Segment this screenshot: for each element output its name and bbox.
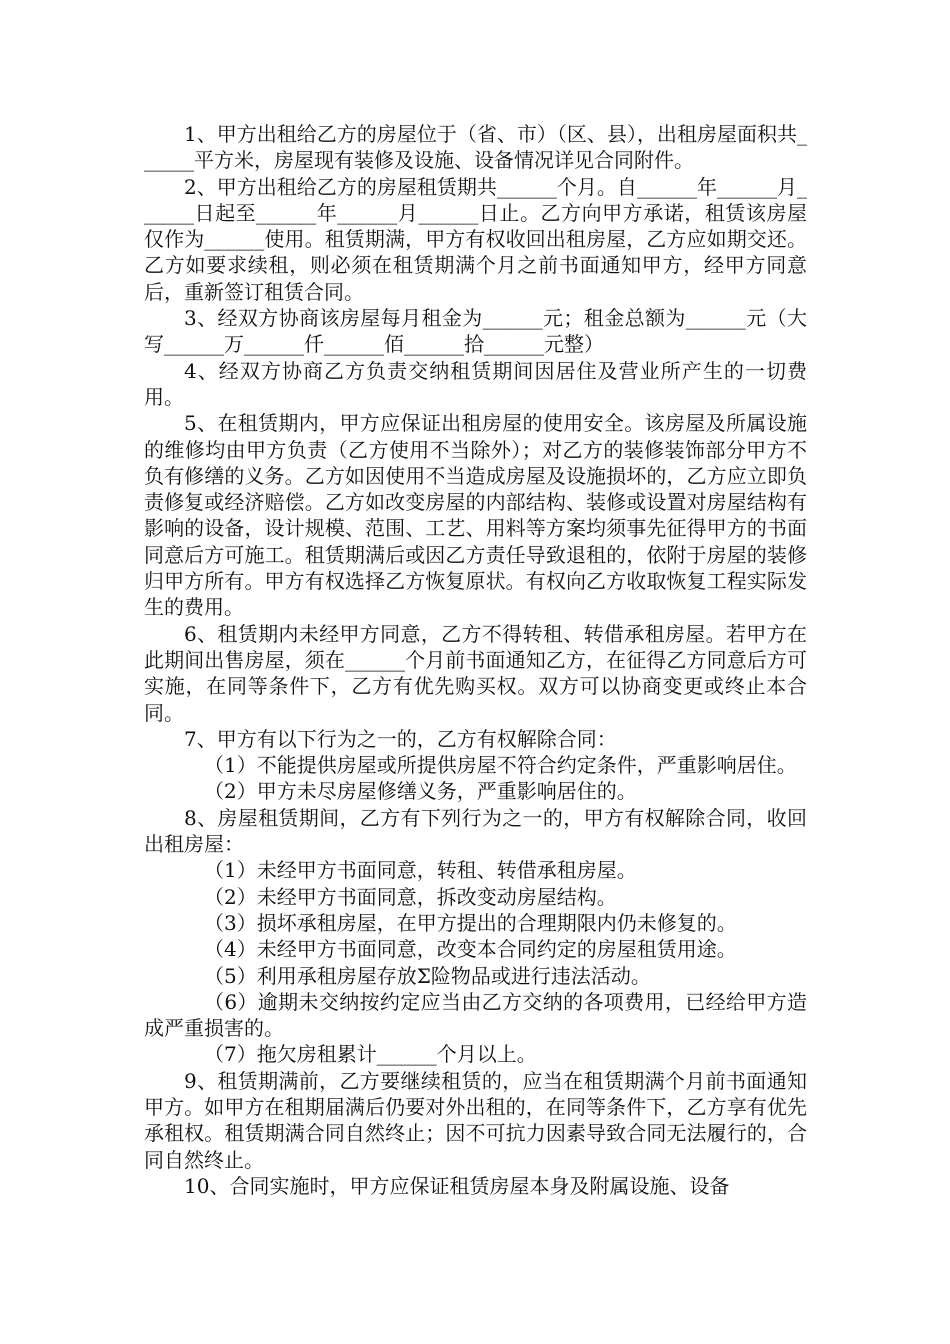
clause-8-item-3: （3）损坏承租房屋，在甲方提出的合理期限内仍未修复的。 [204, 910, 737, 935]
clause-7-item-2: （2）甲方未尽房屋修缮义务，严重影响居住的。 [204, 779, 637, 804]
clause-6: 6、租赁期内未经甲方同意，乙方不得转租、转借承租房屋。若甲方在此期间出售房屋，须在______个月前书面通知乙方，在征得乙方同意后方可实施，在同等条件下，乙方有优先购买权。双方可以协商变更或终止本合同。 [144, 621, 807, 725]
clause-8-item-4: （4）未经甲方书面同意，改变本合同约定的房屋租赁用途。 [204, 937, 737, 962]
clause-1: 1、甲方出租给乙方的房屋位于（省、市）（区、县），出租房屋面积共______平方米，房屋现有装修及设施、设备情况详见合同附件。 [144, 122, 807, 173]
clause-8-item-1: （1）未经甲方书面同意，转租、转借承租房屋。 [204, 858, 637, 883]
clause-3: 3、经双方协商该房屋每月租金为______元；租金总额为______元（大写______万______仟______佰______拾______元整） [144, 306, 807, 357]
clause-9: 9、租赁期满前，乙方要继续租赁的，应当在租赁期满个月前书面通知甲方。如甲方在租期届满后仍要对外出租的，在同等条件下，乙方享有优先承租权。租赁期满合同自然终止；因不可抗力因素导致合同无法履行的，合同自然终止。 [144, 1068, 807, 1172]
clause-8: 8、房屋租赁期间，乙方有下列行为之一的，甲方有权解除合同，收回出租房屋： [144, 805, 807, 857]
clause-8-item-7: （7）拖欠房租累计______个月以上。 [204, 1042, 537, 1067]
clause-8-item-2: （2）未经甲方书面同意，拆改变动房屋结构。 [204, 884, 617, 909]
contract-page [144, 121, 807, 1199]
clause-2: 2、甲方出租给乙方的房屋租赁期共______个月。自______年______月______日起至______年______月______日止。乙方向甲方承诺，租赁该房屋仅作为______使用。租赁期满，甲方有权收回出租房屋，乙方应如期交还。乙方如要求续租，则必须在租赁期满个月之前书面通知甲方，经甲方同意后，重新签订租赁合同。 [144, 174, 807, 304]
clause-7-item-1: （1）不能提供房屋或所提供房屋不符合约定条件，严重影响居住。 [204, 753, 797, 778]
clause-4: 4、经双方协商乙方负责交纳租赁期间因居住及营业所产生的一切费用。 [144, 358, 807, 409]
clause-7: 7、甲方有以下行为之一的，乙方有权解除合同： [184, 726, 617, 751]
clause-5: 5、在租赁期内，甲方应保证出租房屋的使用安全。该房屋及所属设施的维修均由甲方负责（乙方使用不当除外）；对乙方的装修装饰部分甲方不负有修缮的义务。乙方如因使用不当造成房屋及设施损坏的，乙方应立即负责修复或经济赔偿。乙方如改变房屋的内部结构、装修或设置对房屋结构有影响的设备，设计规模、范围、工艺、用料等方案均须事先征得甲方的书面同意后方可施工。租赁期满后或因乙方责任导致退租的，依附于房屋的装修归甲方所有。甲方有权选择乙方恢复原状。有权向乙方收取恢复工程实际发生的费用。 [144, 411, 807, 620]
clause-8-item-5: （5）利用承租房屋存放Σ险物品或进行违法活动。 [204, 963, 651, 988]
clause-8-item-6: （6）逾期未交纳按约定应当由乙方交纳的各项费用，已经给甲方造成严重损害的。 [144, 989, 807, 1041]
clause-10: 10、合同实施时，甲方应保证租赁房屋本身及附属设施、设备 [184, 1173, 730, 1198]
